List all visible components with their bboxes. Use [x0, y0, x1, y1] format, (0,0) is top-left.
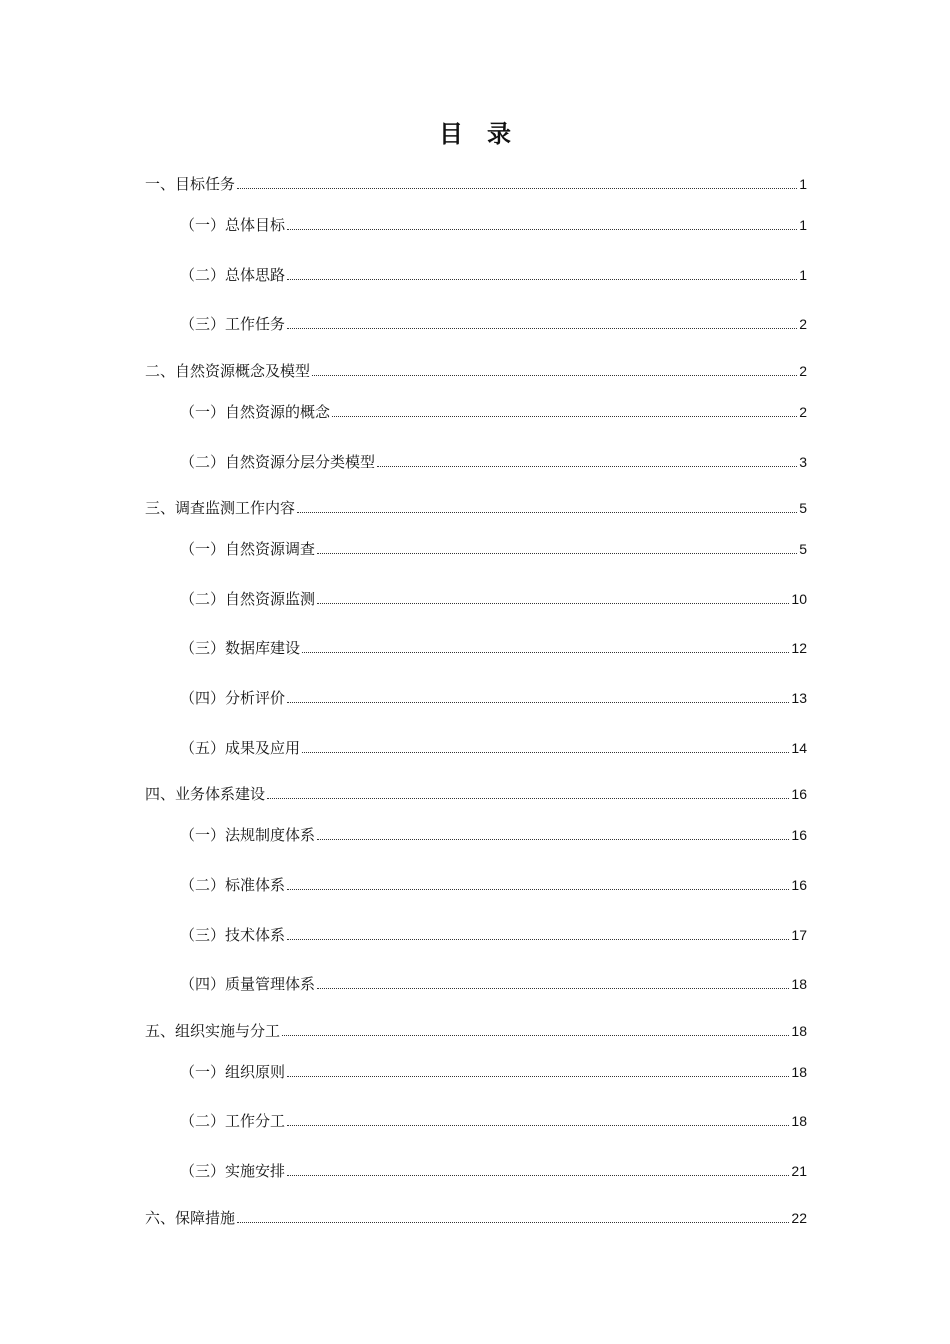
- toc-entry-title: 四、业务体系建设: [145, 785, 266, 803]
- toc-entry[interactable]: [145, 1020, 807, 1042]
- toc-entry[interactable]: [180, 1110, 807, 1132]
- toc-entry-page: 2: [799, 363, 807, 379]
- toc-entry[interactable]: [180, 1160, 807, 1182]
- toc-entry-title: （一）自然资源调查: [180, 540, 316, 558]
- toc-entry-title: 五、组织实施与分工: [145, 1022, 281, 1040]
- toc-entry-page: 18: [791, 976, 807, 992]
- dot-leader: [302, 752, 789, 753]
- toc-entry-page: 1: [799, 217, 807, 233]
- toc-entry-title: 三、调查监测工作内容: [145, 499, 296, 517]
- toc-entry-page: 16: [791, 877, 807, 893]
- toc-entry-title: （二）自然资源分层分类模型: [180, 453, 376, 471]
- toc-entry-page: 18: [791, 1064, 807, 1080]
- dot-leader: [237, 1222, 789, 1223]
- toc-entry-page: 5: [799, 541, 807, 557]
- dot-leader: [332, 416, 797, 417]
- toc-entry-page: 16: [791, 786, 807, 802]
- toc-entry-page: 5: [799, 500, 807, 516]
- toc-entry-page: 10: [791, 591, 807, 607]
- toc-entry-page: 12: [791, 640, 807, 656]
- toc-entry-title: （四）分析评价: [180, 689, 286, 707]
- dot-leader: [287, 939, 789, 940]
- dot-leader: [317, 553, 797, 554]
- toc-entry-page: 22: [791, 1210, 807, 1226]
- toc-entry[interactable]: [180, 637, 807, 659]
- toc-entry[interactable]: [180, 924, 807, 946]
- dot-leader: [287, 229, 797, 230]
- toc-entry-title: （一）总体目标: [180, 216, 286, 234]
- toc-entry-title: （二）工作分工: [180, 1112, 286, 1130]
- dot-leader: [287, 1125, 789, 1126]
- dot-leader: [237, 188, 797, 189]
- toc-entry-page: 18: [791, 1113, 807, 1129]
- toc-entry[interactable]: [180, 214, 807, 236]
- dot-leader: [287, 1076, 789, 1077]
- toc-entry[interactable]: [145, 173, 807, 195]
- toc-entry-title: （五）成果及应用: [180, 739, 301, 757]
- toc-entry-page: 16: [791, 827, 807, 843]
- toc-entry[interactable]: [180, 874, 807, 896]
- toc-entry[interactable]: [180, 588, 807, 610]
- dot-leader: [282, 1035, 789, 1036]
- dot-leader: [377, 466, 797, 467]
- toc-entry[interactable]: [180, 401, 807, 423]
- toc-entry-title: （三）实施安排: [180, 1162, 286, 1180]
- toc-entry[interactable]: [180, 687, 807, 709]
- toc-entry-title: （一）自然资源的概念: [180, 403, 331, 421]
- toc-entry-title: （一）组织原则: [180, 1063, 286, 1081]
- toc-entry-page: 2: [799, 404, 807, 420]
- toc-entry[interactable]: [145, 783, 807, 805]
- dot-leader: [287, 1175, 789, 1176]
- dot-leader: [287, 702, 789, 703]
- dot-leader: [287, 328, 797, 329]
- dot-leader: [317, 839, 789, 840]
- page-title: 目 录: [439, 120, 511, 148]
- toc-entry-page: 17: [791, 927, 807, 943]
- toc-entry[interactable]: [180, 313, 807, 335]
- toc-entry-page: 1: [799, 176, 807, 192]
- toc-entry[interactable]: [180, 451, 807, 473]
- toc-entry[interactable]: [180, 264, 807, 286]
- toc-entry[interactable]: [145, 497, 807, 519]
- toc-entry-title: （一）法规制度体系: [180, 826, 316, 844]
- toc-entry-title: （二）标准体系: [180, 876, 286, 894]
- toc-entry[interactable]: [145, 1207, 807, 1229]
- toc-entry-page: 14: [791, 740, 807, 756]
- toc-entry-page: 13: [791, 690, 807, 706]
- dot-leader: [287, 279, 797, 280]
- toc-entry-title: 一、目标任务: [145, 175, 236, 193]
- toc-entry-title: 六、保障措施: [145, 1209, 236, 1227]
- toc-entry-page: 1: [799, 267, 807, 283]
- toc-entry-title: （三）数据库建设: [180, 639, 301, 657]
- dot-leader: [317, 603, 789, 604]
- toc-entry[interactable]: [145, 360, 807, 382]
- toc-entry[interactable]: [180, 973, 807, 995]
- toc-entry-page: 2: [799, 316, 807, 332]
- dot-leader: [302, 652, 789, 653]
- toc-entry-title: （二）自然资源监测: [180, 590, 316, 608]
- dot-leader: [267, 798, 789, 799]
- toc-entry[interactable]: [180, 824, 807, 846]
- toc-entry[interactable]: [180, 1061, 807, 1083]
- toc-entry-title: 二、自然资源概念及模型: [145, 362, 311, 380]
- toc-entry-page: 21: [791, 1163, 807, 1179]
- dot-leader: [312, 375, 797, 376]
- toc-entry-title: （二）总体思路: [180, 266, 286, 284]
- toc-entry-title: （三）工作任务: [180, 315, 286, 333]
- toc-entry-page: 3: [799, 454, 807, 470]
- toc-entry-title: （四）质量管理体系: [180, 975, 316, 993]
- toc-entry-title: （三）技术体系: [180, 926, 286, 944]
- dot-leader: [317, 988, 789, 989]
- toc-entry-page: 18: [791, 1023, 807, 1039]
- toc-entry[interactable]: [180, 737, 807, 759]
- toc-entry[interactable]: [180, 538, 807, 560]
- dot-leader: [297, 512, 797, 513]
- dot-leader: [287, 889, 789, 890]
